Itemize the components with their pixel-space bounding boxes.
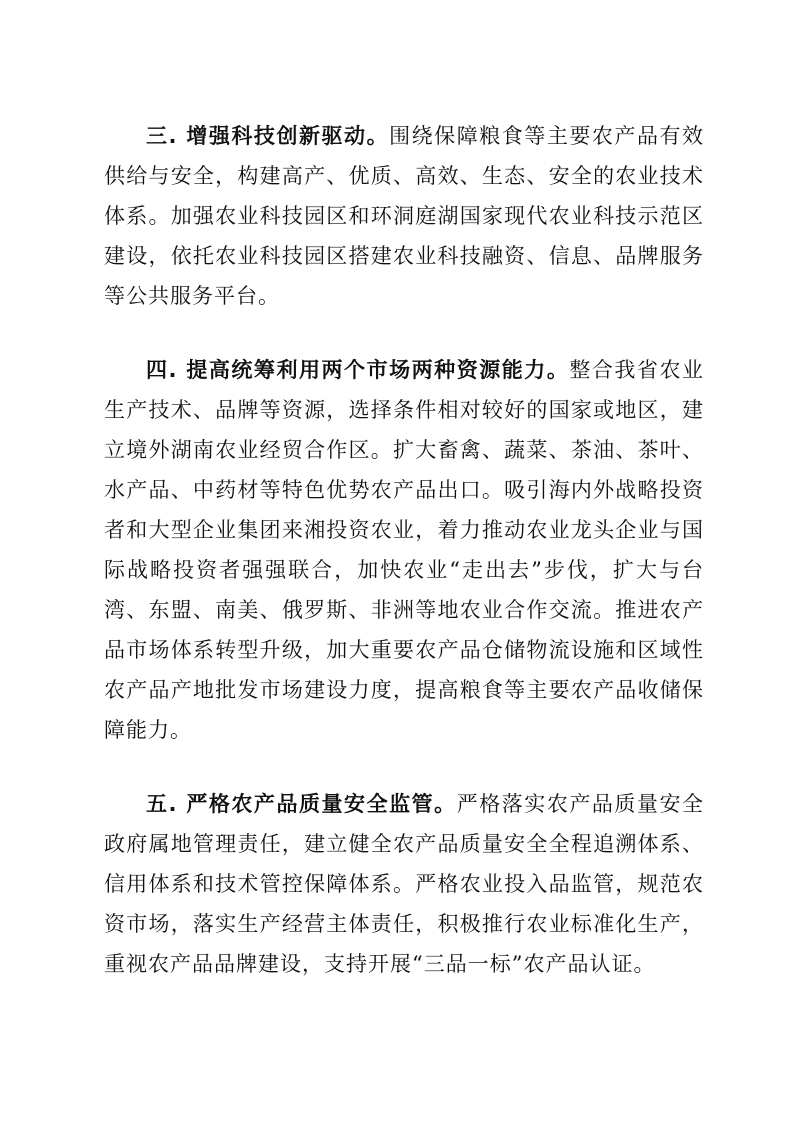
document-page — [104, 116, 704, 1018]
section-five-heading: 五. 严格农产品质量安全监管。 — [146, 792, 457, 816]
section-five-body: 严格落实农产品质量安全政府属地管理责任，建立健全农产品质量安全全程追溯体系、信用体系和技术管控保障体系。严格农业投入品监管，规范农资市场，落实生产经营主体责任，积极推行农业标准化生产，重视农产品品牌建设，支持开展“三品一标”农产品认证。 — [104, 792, 704, 976]
section-five-paragraph — [104, 784, 704, 984]
section-four-paragraph — [104, 350, 704, 750]
section-three-body: 围绕保障粮食等主要农产品有效供给与安全，构建高产、优质、高效、生态、安全的农业技术体系。加强农业科技园区和环洞庭湖国家现代农业科技示范区建设，依托农业科技园区搭建农业科技融资、信息、品牌服务等公共服务平台。 — [104, 124, 705, 308]
section-three-heading: 三. 增强科技创新驱动。 — [146, 124, 390, 148]
section-four-body: 整合我省农业生产技术、品牌等资源，选择条件相对较好的国家或地区，建立境外湖南农业经贸合作区。扩大畜禽、蔬菜、茶油、茶叶、水产品、中药材等特色优势农产品出口。吸引海内外战略投资者和大型企业集团来湘投资农业，着力推动农业龙头企业与国际战略投资者强强联合，加快农业“走出去”步伐，扩大与台湾、东盟、南美、俄罗斯、非洲等地农业合作交流。推进农产品市场体系转型升级，加大重要农产品仓储物流设施和区域性农产品产地批发市场建设力度，提高粮食等主要农产品收储保障能力。 — [104, 358, 704, 742]
section-four-heading: 四. 提高统筹利用两个市场两种资源能力。 — [146, 358, 570, 382]
section-three-paragraph — [104, 116, 704, 316]
